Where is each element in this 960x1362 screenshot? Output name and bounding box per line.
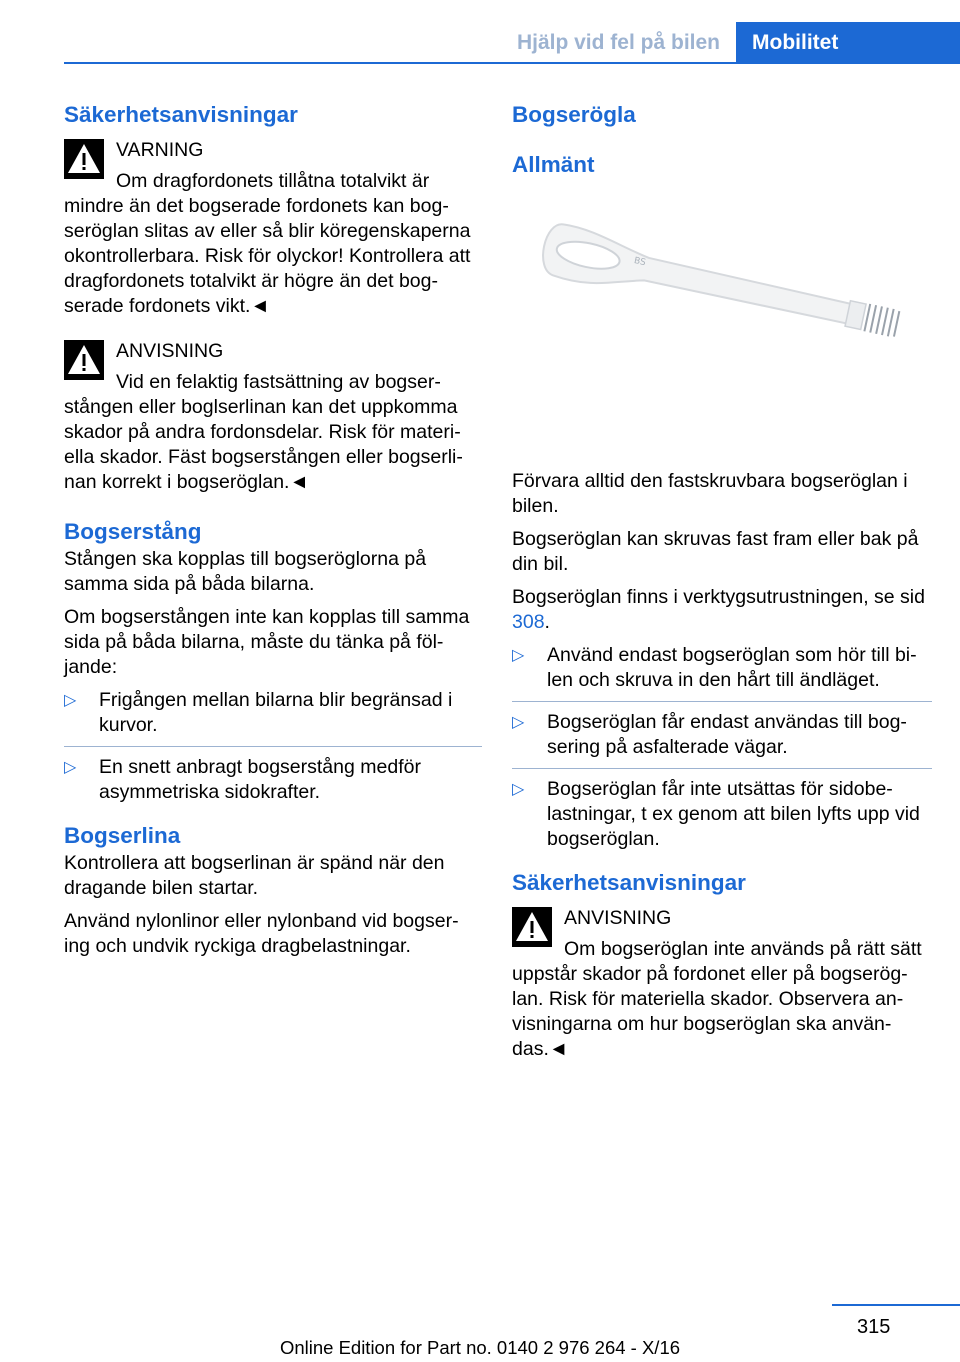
warning-triangle-icon [512,907,552,947]
notice-block-right [512,906,932,1062]
heading-tow-eye: Bogserögla [512,102,636,127]
triangle-right-icon: ▷ [512,781,525,798]
list-item: ▷ Bogseröglan får endast användas till bog-sering på asfalterade vägar. [512,701,932,760]
list-item: ▷ Bogseröglan får inte utsättas för sidobe-lastningar, t ex genom att bilen lyfts upp vid bogseröglan. [512,768,932,852]
right-column [512,100,932,1062]
tow-eye-paragraph-3: Bogseröglan finns i verktygsutrustningen, se sid 308. [512,586,925,633]
heading-safety: Säkerhetsanvisningar [64,102,298,127]
tow-eye-paragraph-1: Förvara alltid den fastskruvbara bogseröglan i bilen. [512,470,908,517]
triangle-right-icon: ▷ [64,692,77,709]
image-stamp: BS [632,255,647,269]
triangle-right-icon: ▷ [512,647,525,664]
tow-bar-paragraph-1: Stången ska kopplas till bogseröglorna på samma sida på båda bilarna. [64,548,427,595]
tow-rope-paragraph-2: Använd nylonlinor eller nylonband vid bogser-ing och undvik ryckiga dragbelastningar. [64,910,459,957]
tow-eye-list [512,643,932,852]
tow-rope-paragraph-1: Kontrollera att bogserlinan är spänd när den dragande bilen startar. [64,852,445,899]
tow-bar-list [64,688,482,805]
warning-triangle-icon [64,340,104,380]
heading-safety-right: Säkerhetsanvisningar [512,870,746,895]
list-item: ▷ Använd endast bogseröglan som hör till bi-len och skruva in den hårt till ändläget. [512,644,917,691]
warning-text: Om dragfordonets tillåtna totalvikt är mindre än det bogserade fordonets kan bog-seröglan slitas av eller så blir köregenskaperna okontrollerbara. Risk för olyckor! Kontrollera att dragfordonets totalvikt är högre än det bog-serade fordonets vikt.◄ [64,170,471,317]
header-chapter: Mobilitet [736,22,960,64]
notice-text: Vid en felaktig fastsättning av bogser-stången eller boglserlinan kan det uppkomma skador på andra fordonsdelar. Risk för materi-ella skador. Fäst bogserstången eller bogserli-nan korrekt i bogseröglan.◄ [64,371,463,493]
triangle-right-icon: ▷ [512,714,525,731]
tow-eye-image [512,194,932,404]
notice-label: ANVISNING [116,340,224,362]
footer-rule [832,1304,960,1306]
left-column [64,100,482,959]
header-section: Hjälp vid fel på bilen [516,31,720,54]
warning-block [64,138,482,319]
warning-label: VARNING [116,139,204,161]
notice-block [64,339,482,495]
page-reference-link[interactable]: 308 [512,611,545,633]
heading-general: Allmänt [512,152,595,177]
tow-bar-paragraph-2: Om bogserstången inte kan kopplas till samma sida på båda bilarna, måste du tänka på föl-jande: [64,606,470,678]
tow-eye-paragraph-2: Bogseröglan kan skruvas fast fram eller bak på din bil. [512,528,919,575]
heading-tow-bar: Bogserstång [64,519,202,544]
notice-text-right: Om bogseröglan inte används på rätt sätt uppstår skador på fordonet eller på bogserög-lan. Risk för materiella skador. Observera an-visningarna om hur bogseröglan ska använ-das.◄ [512,938,922,1060]
list-item: ▷ Frigången mellan bilarna blir begränsad i kurvor. [64,689,453,736]
heading-tow-rope: Bogserlina [64,823,181,848]
edition-footer: Online Edition for Part no. 0140 2 976 264 - X/16 [279,1337,681,1358]
triangle-right-icon: ▷ [64,759,77,776]
warning-triangle-icon [64,139,104,179]
page-number: 315 [857,1316,891,1338]
list-item: ▷ En snett anbragt bogserstång medför asymmetriska sidokrafter. [64,746,482,805]
notice-label-right: ANVISNING [564,907,672,929]
